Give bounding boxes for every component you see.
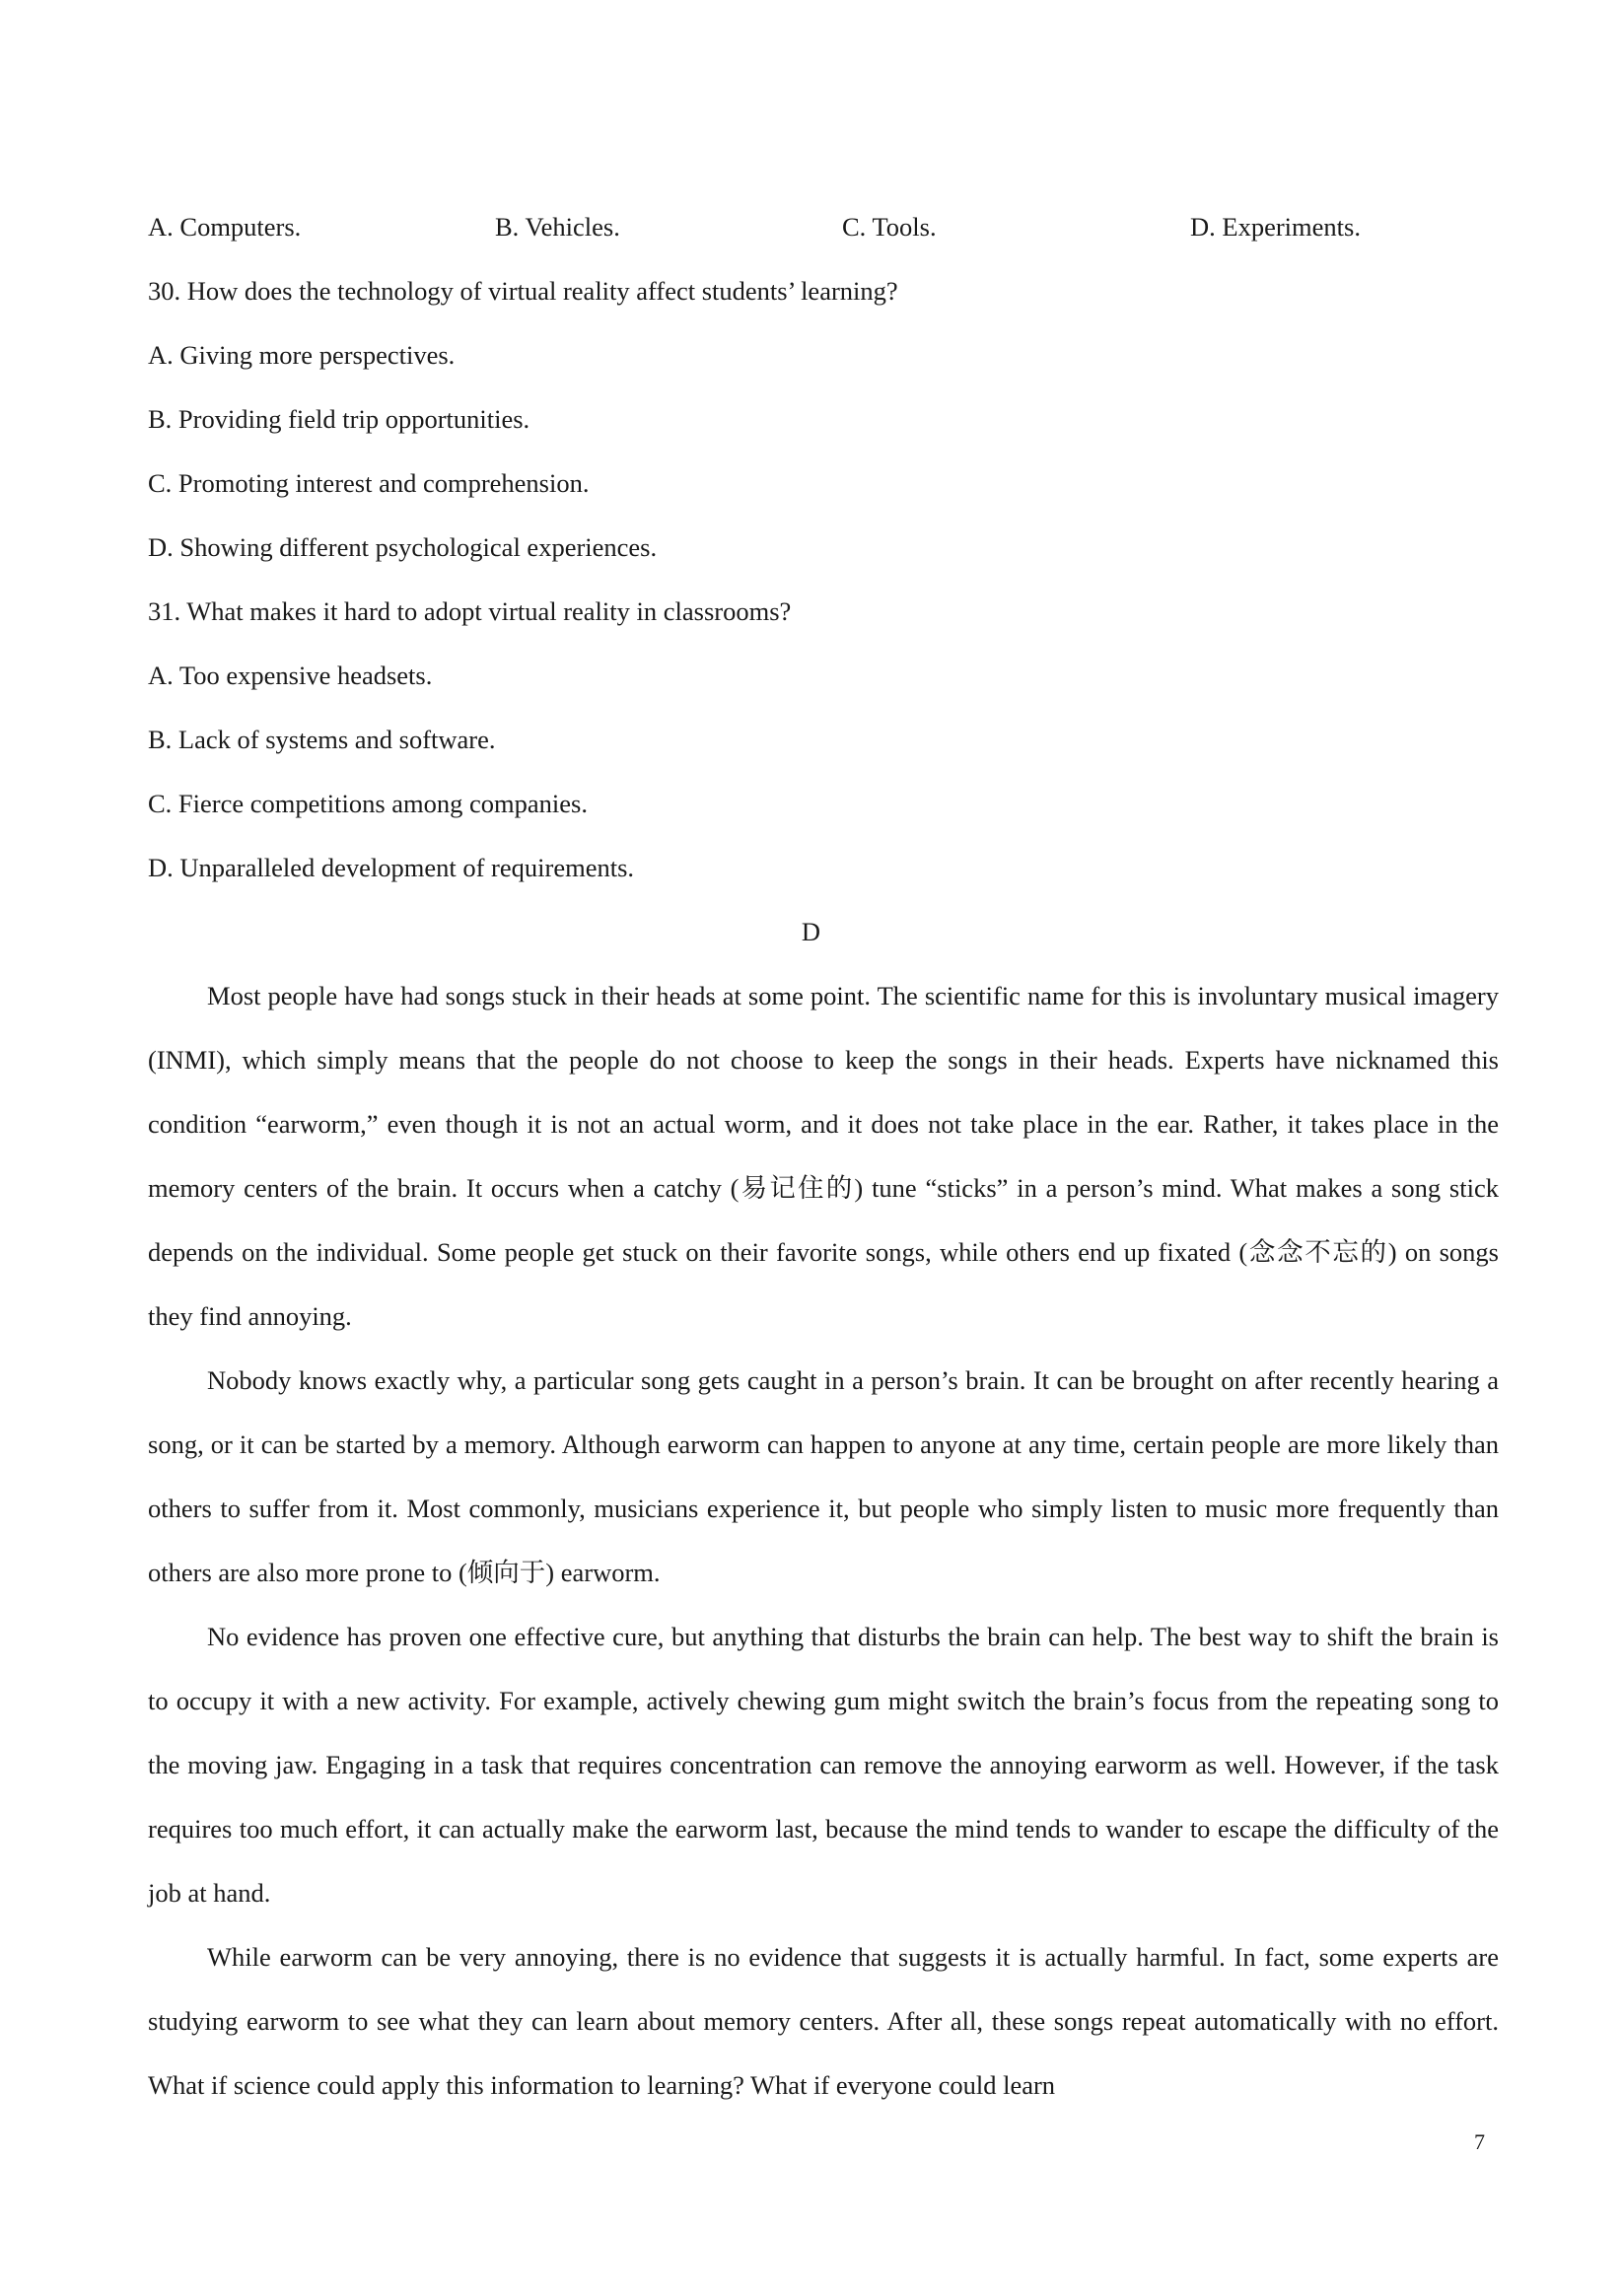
q31-question: 31. What makes it hard to adopt virtual reality in classrooms?	[148, 596, 792, 626]
q29-option-d: D. Experiments.	[1190, 212, 1361, 242]
q31-option-d: D. Unparalleled development of requirements.	[148, 853, 635, 882]
q30-option-d: D. Showing different psychological experiences.	[148, 532, 658, 562]
passage-paragraph-1: Most people have had songs stuck in their heads at some point. The scientific name for this is involuntary musical imagery (INMI), which simply means that the people do not choose to keep the songs in their heads. Experts have nicknamed this condition “earworm,” even though it is not an actual worm, and it does not take place in the ear. Rather, it takes place in the memory centers of the brain. It occurs when a catchy (易记住的) tune “sticks” in a person’s mind. What makes a song stick depends on the individual. Some people get stuck on their favorite songs, while others end up fixated (念念不忘的) on songs they find annoying.	[148, 981, 1499, 1331]
section-letter: D	[801, 917, 821, 946]
page-number: 7	[1474, 2129, 1485, 2154]
q31-option-a: A. Too expensive headsets.	[148, 661, 433, 690]
q30-option-c: C. Promoting interest and comprehension.	[148, 468, 590, 498]
q30-option-b: B. Providing field trip opportunities.	[148, 404, 530, 434]
q30-option-a: A. Giving more perspectives.	[148, 340, 456, 370]
passage-paragraph-4: While earworm can be very annoying, there is no evidence that suggests it is actually harmful. In fact, some experts are studying earworm to see what they can learn about memory centers. After all, these songs repeat automatically with no effort. What if science could apply this information to learning? What if everyone could learn	[148, 1942, 1499, 2100]
q31-option-c: C. Fierce competitions among companies.	[148, 789, 588, 818]
q31-option-b: B. Lack of systems and software.	[148, 725, 496, 754]
passage-paragraph-2: Nobody knows exactly why, a particular song gets caught in a person’s brain. It can be brought on after recently hearing a song, or it can be started by a memory. Although earworm can happen to anyone at any time, certain people are more likely than others to suffer from it. Most commonly, musicians experience it, but people who simply listen to music more frequently than others are also more prone to (倾向于) earworm.	[148, 1365, 1499, 1587]
q29-option-a: A. Computers.	[148, 212, 302, 242]
passage-paragraph-3: No evidence has proven one effective cure, but anything that disturbs the brain can help. The best way to shift the brain is to occupy it with a new activity. For example, actively chewing gum might switch the brain’s focus from the repeating song to the moving jaw. Engaging in a task that requires concentration can remove the annoying earworm as well. However, if the task requires too much effort, it can actually make the earworm last, because the mind tends to wander to escape the difficulty of the job at hand.	[148, 1622, 1499, 1908]
q29-options	[148, 211, 1430, 243]
q30-question: 30. How does the technology of virtual reality affect students’ learning?	[148, 276, 898, 306]
q29-option-b: B. Vehicles.	[495, 212, 620, 242]
q29-option-c: C. Tools.	[842, 212, 937, 242]
